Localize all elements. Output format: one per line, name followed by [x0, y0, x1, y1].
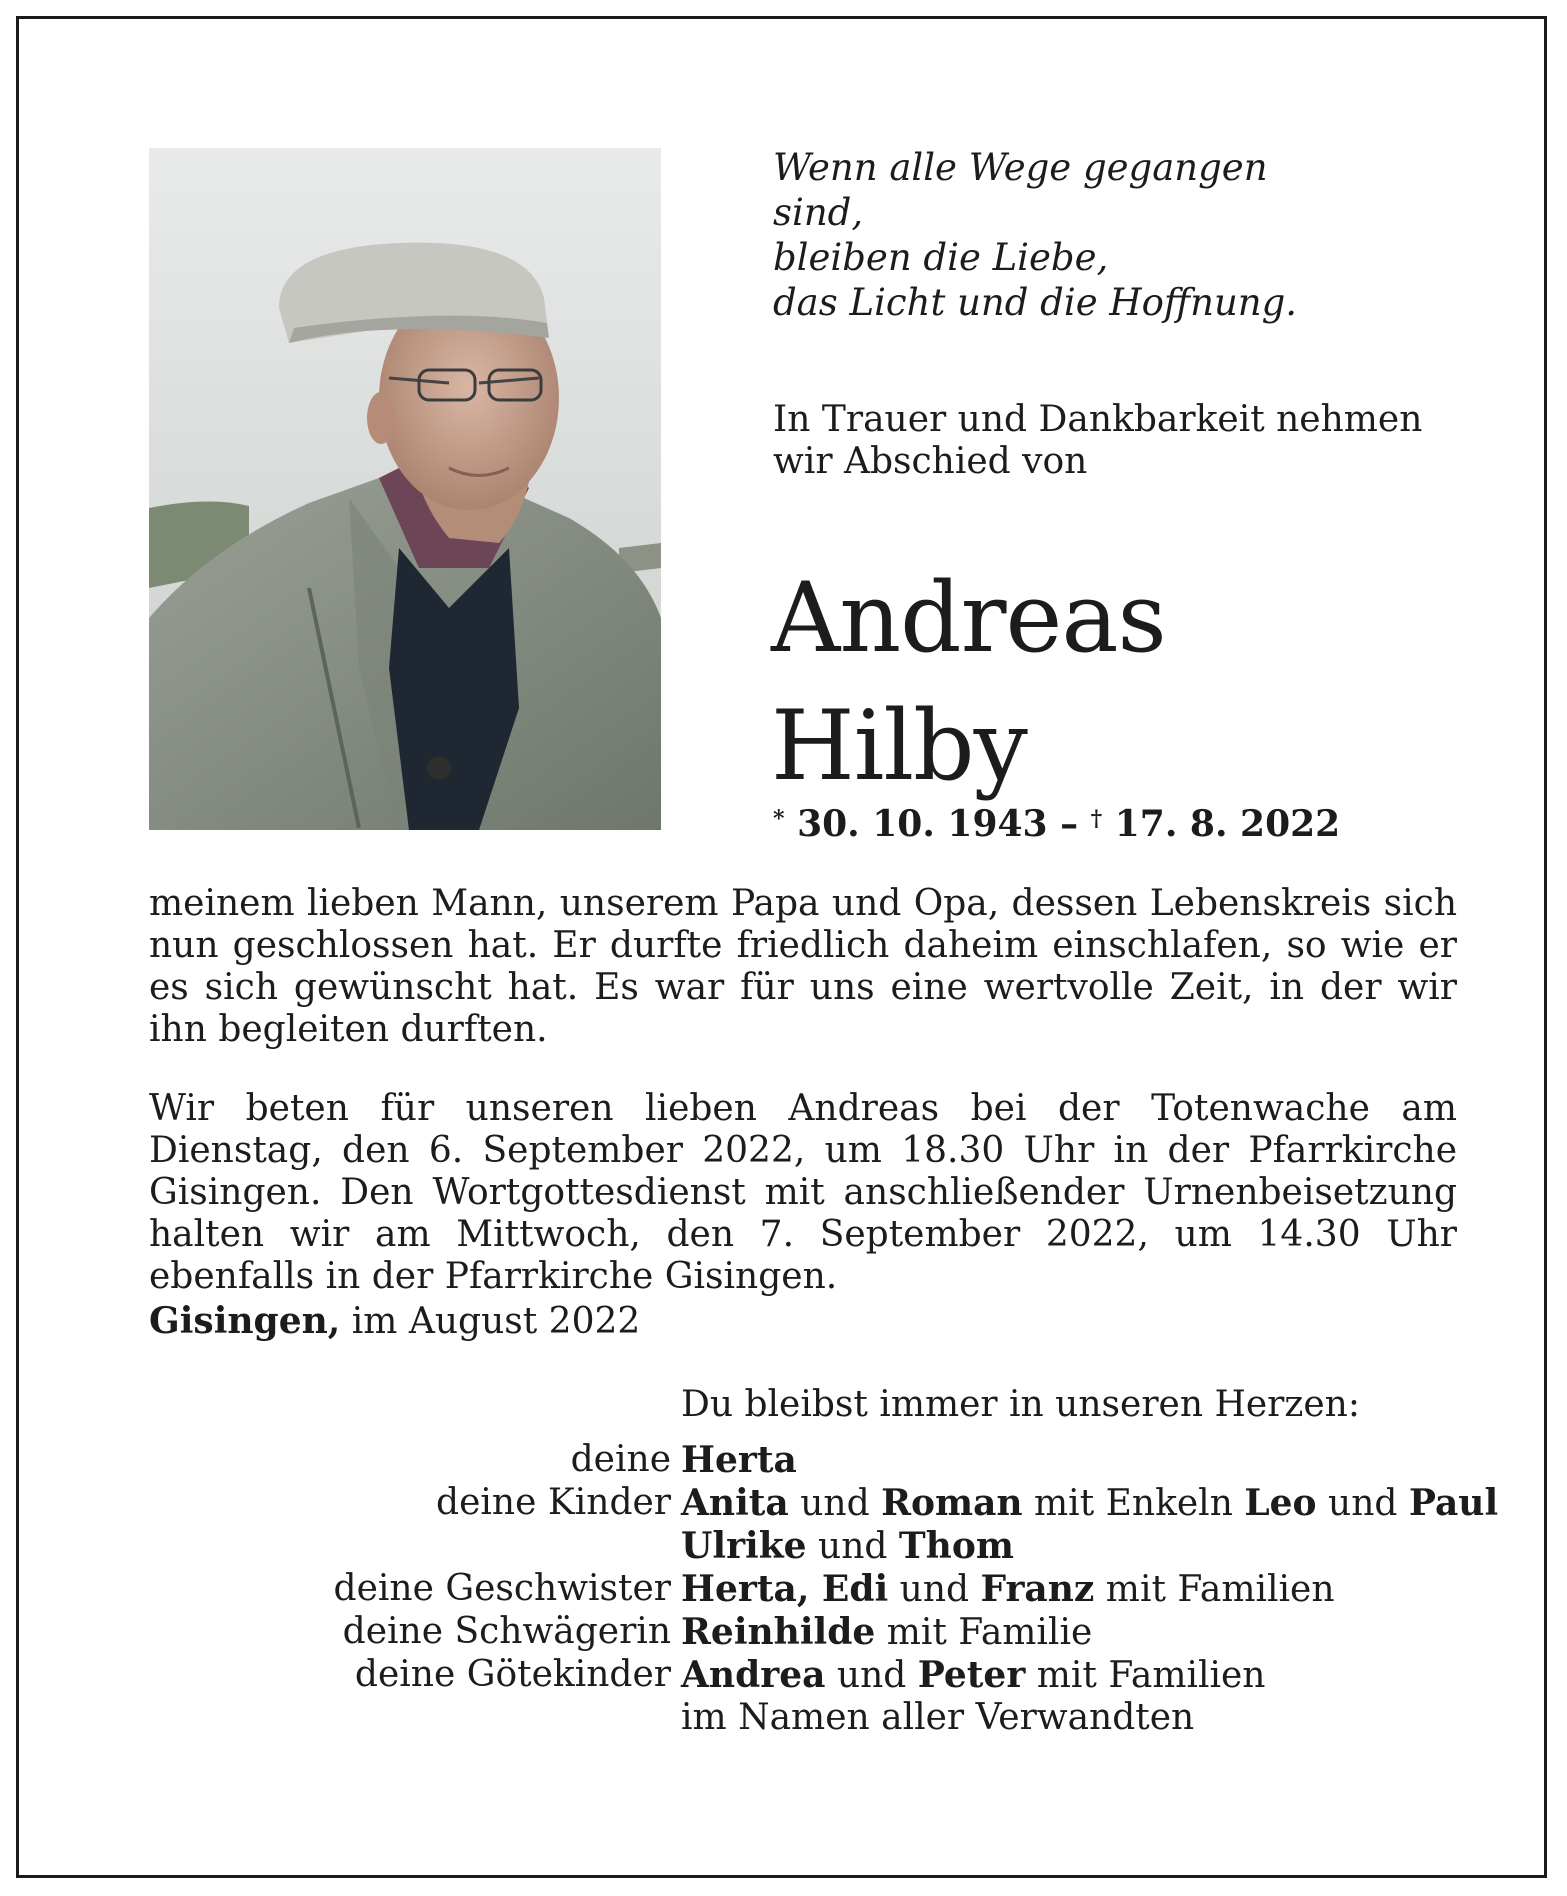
family-connector-text: und: [825, 1655, 918, 1696]
family-relation: deine Götekinder: [354, 1654, 671, 1695]
paragraph-service-details: Wir beten für unseren lieben Andreas bei der Totenwache am Dienstag, den 6. September 2022, um 18.30 Uhr in der Pfarrkirche Gisingen. Den Wortgottesdienst mit anschließender Urnenbeisetzung halten wir am Mittwoch, den 7. September 2022, um 14.30 Uhr ebenfalls in der Pfarrkirche Gisingen.: [149, 1088, 1457, 1297]
family-connector-text: und: [1316, 1483, 1409, 1524]
last-name: Hilby: [771, 690, 1027, 802]
family-member-name: Herta, Edi: [681, 1568, 889, 1610]
family-names: [681, 1697, 1479, 1739]
family-row: [149, 1568, 1479, 1611]
family-connector-text: mit Familien: [1025, 1655, 1266, 1696]
family-names: [681, 1439, 1479, 1482]
birth-date: 30. 10. 1943: [797, 803, 1048, 845]
motto-line: Wenn alle Wege gegangen sind,: [773, 146, 1268, 234]
family-member-name: Peter: [917, 1654, 1026, 1696]
paragraph-tribute: meinem lieben Mann, unserem Papa und Opa, dessen Lebenskreis sich nun geschlossen hat. Er durfte friedlich daheim einschlafen, so wie er es sich gewünscht hat. Es war für uns eine wertvolle Zeit, in der wir ihn begleiten durften.: [149, 883, 1457, 1050]
family-names: [681, 1482, 1498, 1525]
family-names: [681, 1525, 1479, 1568]
family-relation: [149, 1525, 681, 1568]
place-date: [149, 1300, 640, 1343]
family-member-name: Herta: [681, 1439, 797, 1481]
family-relation: deine Schwägerin: [342, 1611, 671, 1652]
death-date: 17. 8. 2022: [1114, 803, 1341, 845]
intro-text: In Trauer und Dankbarkeit nehmen wir Abschied von: [773, 399, 1423, 482]
family-connector-text: mit Enkeln: [1022, 1483, 1245, 1524]
family-connector-text: im Namen aller Verwandten: [681, 1697, 1195, 1738]
motto-line: das Licht und die Hoffnung.: [773, 281, 1298, 324]
family-row: [149, 1697, 1479, 1739]
first-name: Andreas: [771, 562, 1166, 674]
place-date-text: im August 2022: [351, 1301, 641, 1342]
obituary-frame: [16, 16, 1547, 1878]
motto-line: bleiben die Liebe,: [773, 236, 1109, 279]
motto-quote: [773, 145, 1333, 325]
family-names: [681, 1654, 1479, 1697]
place-city: Gisingen,: [149, 1300, 341, 1342]
family-connector-text: mit Familien: [1094, 1569, 1335, 1610]
family-row: [149, 1482, 1499, 1525]
family-member-name: Ulrike: [681, 1525, 807, 1567]
family-connector-text: und: [788, 1483, 882, 1524]
deceased-name: [771, 554, 1411, 810]
family-member-name: Thom: [898, 1525, 1014, 1567]
family-member-name: Franz: [980, 1568, 1095, 1610]
family-row: [149, 1654, 1479, 1697]
family-relation: deine Kinder: [436, 1482, 671, 1523]
family-member-name: Anita: [681, 1482, 789, 1524]
family-member-name: Roman: [881, 1482, 1023, 1524]
family-relation: deine Geschwister: [333, 1568, 671, 1609]
family-row: [149, 1611, 1479, 1654]
family-member-name: Andrea: [681, 1654, 826, 1696]
family-member-name: Paul: [1408, 1482, 1499, 1524]
family-connector-text: mit Familie: [875, 1612, 1093, 1653]
family-connector-text: und: [806, 1526, 899, 1567]
family-row: [149, 1525, 1479, 1568]
family-row: [149, 1439, 1479, 1482]
family-names: [681, 1611, 1479, 1654]
family-connector-text: und: [888, 1569, 981, 1610]
family-member-name: Reinhilde: [681, 1611, 876, 1653]
portrait-photo: [149, 148, 661, 830]
family-relation: [149, 1697, 681, 1739]
death-symbol: †: [1090, 806, 1103, 832]
family-names: [681, 1568, 1479, 1611]
birth-symbol: *: [773, 806, 785, 832]
family-relation: deine: [570, 1439, 671, 1480]
family-member-name: Leo: [1244, 1482, 1317, 1524]
signoff-line: Du bleibst immer in unseren Herzen:: [681, 1384, 1360, 1425]
family-list: [149, 1439, 1499, 1739]
life-dates: [773, 795, 1373, 848]
date-dash: –: [1047, 803, 1091, 845]
